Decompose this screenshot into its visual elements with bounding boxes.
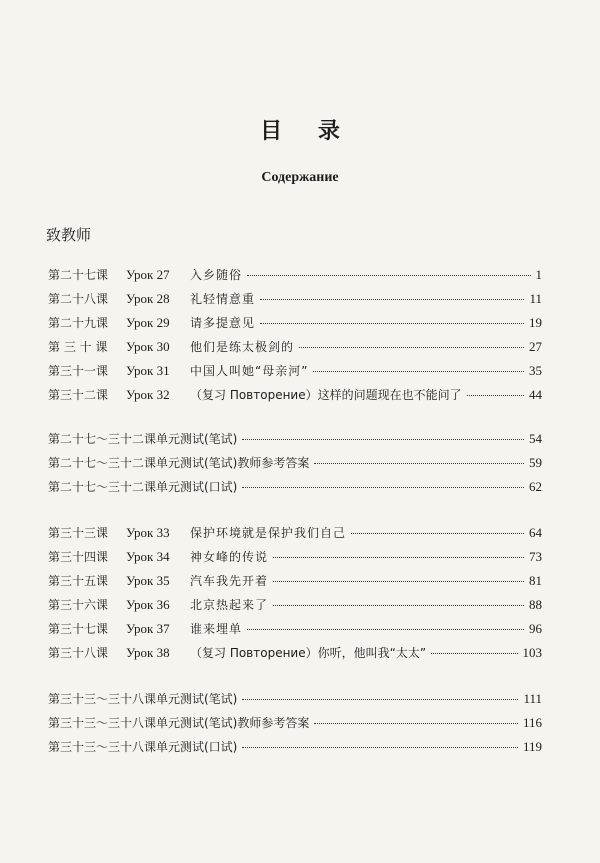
lesson-urok: Урок 35 xyxy=(126,573,170,588)
dot-leader xyxy=(314,463,524,464)
toc-entry xyxy=(48,266,542,286)
page-number: 1 xyxy=(535,267,542,282)
lesson-number: 第二十八课 xyxy=(48,292,109,306)
lesson-number: 第三十五课 xyxy=(48,574,109,588)
dot-leader xyxy=(273,581,524,582)
lesson-title: 他们是练太极剑的 xyxy=(190,340,295,354)
page-number: 96 xyxy=(529,621,542,636)
test-title: 第三十三～三十八课单元测试(口试) xyxy=(48,740,238,754)
toc-entry xyxy=(48,478,542,498)
preface-heading: 致教师 xyxy=(46,226,92,244)
lesson-number: 第三十七课 xyxy=(48,622,109,636)
lesson-number: 第 三 十 课 xyxy=(48,340,108,354)
dot-leader xyxy=(242,487,524,488)
lesson-title: 中国人叫她“母亲河” xyxy=(190,364,309,378)
lesson-title: 入乡随俗 xyxy=(190,268,243,282)
page-number: 81 xyxy=(529,573,542,588)
dot-leader xyxy=(467,395,524,396)
lesson-title: 请多提意见 xyxy=(190,316,256,330)
lesson-title: 礼轻情意重 xyxy=(190,292,256,306)
lesson-number: 第二十九课 xyxy=(48,316,109,330)
lesson-urok: Урок 36 xyxy=(126,597,170,612)
lesson-urok: Урок 33 xyxy=(126,525,170,540)
page-subtitle: Содержание xyxy=(261,170,339,185)
lesson-urok: Урок 34 xyxy=(126,549,170,564)
toc-entry xyxy=(48,386,542,406)
toc-entry xyxy=(48,572,542,592)
lesson-number: 第三十六课 xyxy=(48,598,109,612)
lesson-title: 汽车我先开着 xyxy=(190,574,269,588)
lesson-title: 北京热起来了 xyxy=(190,598,269,612)
toc-entry xyxy=(48,620,542,640)
test-title: 第三十三～三十八课单元测试(笔试)教师参考答案 xyxy=(48,716,310,730)
lesson-number: 第三十二课 xyxy=(48,388,109,402)
lesson-title: 谁来埋单 xyxy=(190,622,243,636)
dot-leader xyxy=(247,275,530,276)
page-number: 35 xyxy=(529,363,542,378)
test-title: 第二十七～三十二课单元测试(笔试)教师参考答案 xyxy=(48,456,310,470)
lesson-urok: Урок 38 xyxy=(126,645,170,660)
page-number: 119 xyxy=(522,739,542,754)
dot-leader xyxy=(314,723,518,724)
dot-leader xyxy=(351,533,524,534)
lesson-urok: Урок 32 xyxy=(126,387,170,402)
page-number: 27 xyxy=(529,339,542,354)
lesson-title: 神女峰的传说 xyxy=(190,550,269,564)
dot-leader xyxy=(260,299,524,300)
lesson-number: 第三十八课 xyxy=(48,646,109,660)
page-number: 111 xyxy=(523,691,542,706)
page-number: 19 xyxy=(529,315,542,330)
dot-leader xyxy=(299,347,524,348)
page-number: 73 xyxy=(529,549,542,564)
dot-leader xyxy=(273,557,524,558)
dot-leader xyxy=(273,605,524,606)
lesson-urok: Урок 27 xyxy=(126,267,170,282)
toc-entry xyxy=(48,714,542,734)
test-title: 第三十三～三十八课单元测试(笔试) xyxy=(48,692,238,706)
page-title: 目 录 xyxy=(260,118,354,144)
lesson-urok: Урок 29 xyxy=(126,315,170,330)
dot-leader xyxy=(242,439,524,440)
lesson-urok: Урок 31 xyxy=(126,363,170,378)
lesson-number: 第三十一课 xyxy=(48,364,109,378)
page-number: 54 xyxy=(529,431,542,446)
toc-entry xyxy=(48,454,542,474)
lesson-urok: Урок 37 xyxy=(126,621,170,636)
toc-entry xyxy=(48,548,542,568)
dot-leader xyxy=(247,629,524,630)
toc-entry xyxy=(48,644,542,664)
toc-entry xyxy=(48,596,542,616)
toc-entry xyxy=(48,314,542,334)
page-number: 44 xyxy=(529,387,542,402)
page-number: 103 xyxy=(522,645,542,660)
dot-leader xyxy=(260,323,524,324)
toc-entry xyxy=(48,338,542,358)
page-number: 116 xyxy=(522,715,542,730)
lesson-title: 保护环境就是保护我们自己 xyxy=(190,526,347,540)
toc-entry xyxy=(48,738,542,758)
page-number: 88 xyxy=(529,597,542,612)
toc-entry xyxy=(48,362,542,382)
page-number: 11 xyxy=(529,291,542,306)
lesson-urok: Урок 30 xyxy=(126,339,170,354)
dot-leader xyxy=(431,653,517,654)
page-number: 62 xyxy=(529,479,542,494)
toc-entry xyxy=(48,524,542,544)
lesson-title: （复习 Повторение）这样的问题现在也不能问了 xyxy=(190,388,462,402)
page-number: 59 xyxy=(529,455,542,470)
page-number: 64 xyxy=(529,525,542,540)
toc-entry xyxy=(48,430,542,450)
test-title: 第二十七～三十二课单元测试(口试) xyxy=(48,480,238,494)
test-title: 第二十七～三十二课单元测试(笔试) xyxy=(48,432,238,446)
dot-leader xyxy=(242,699,518,700)
lesson-number: 第三十四课 xyxy=(48,550,109,564)
dot-leader xyxy=(242,747,518,748)
toc-entry xyxy=(48,690,542,710)
dot-leader xyxy=(313,371,524,372)
lesson-number: 第二十七课 xyxy=(48,268,109,282)
lesson-urok: Урок 28 xyxy=(126,291,170,306)
lesson-title: （复习 Повторение）你听，他叫我“太太” xyxy=(190,646,427,660)
lesson-number: 第三十三课 xyxy=(48,526,109,540)
toc-entry xyxy=(48,290,542,310)
